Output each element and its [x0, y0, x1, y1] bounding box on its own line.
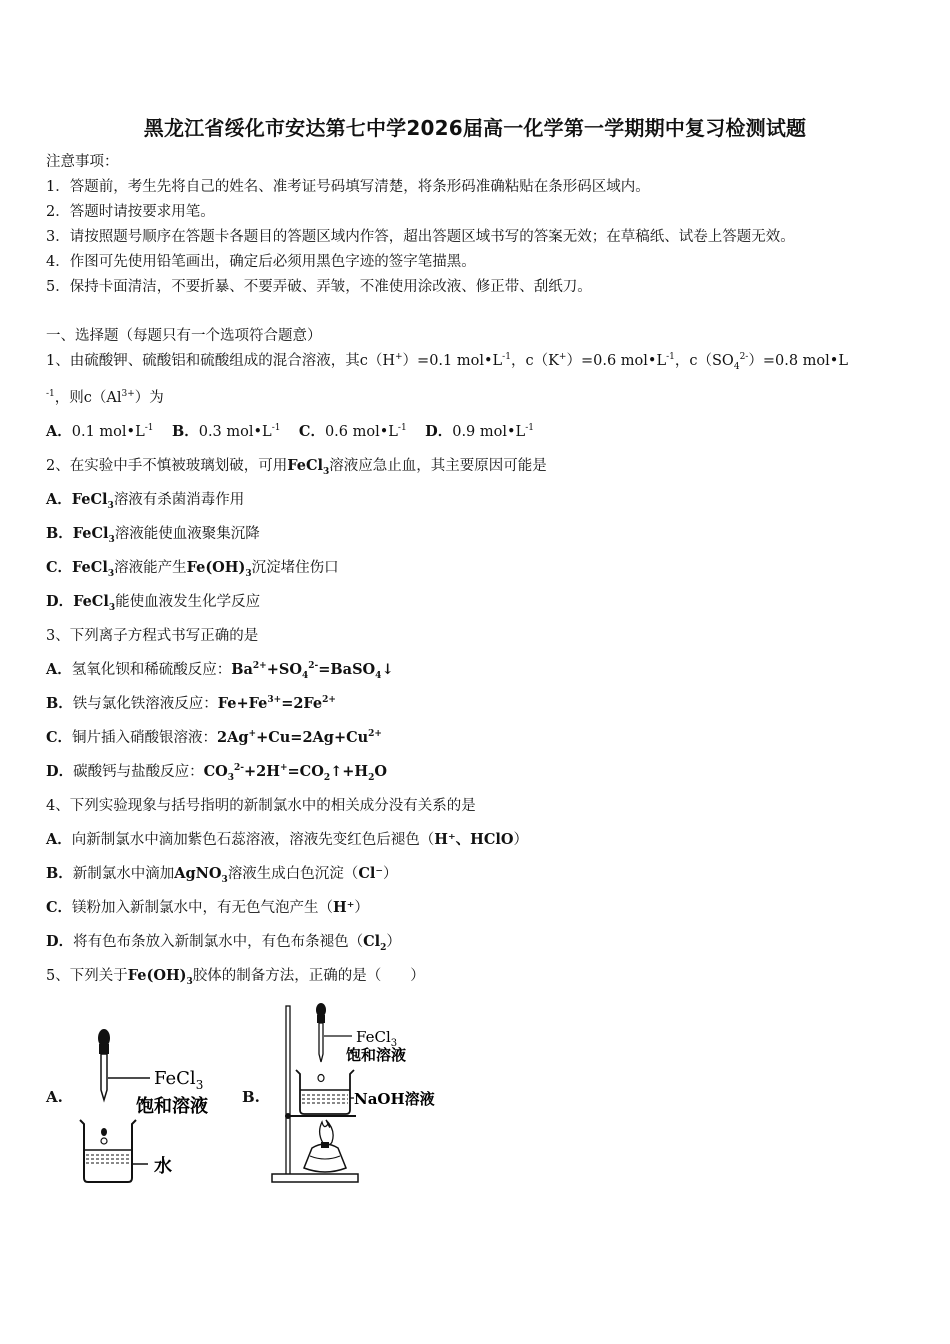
question-4-option-d[interactable]: D．将有色布条放入新制氯水中，有色布条褪色$(Cl_2)$ [46, 933, 401, 953]
section-heading: 一、选择题（每题只有一个选项符合题意） [46, 328, 322, 344]
question-5-option-b-label[interactable]: B. [242, 1088, 260, 1106]
question-2-option-b[interactable]: B．FeCl$_3$溶液能使血液聚集沉降 [46, 525, 260, 545]
figure-a-liquid: 水 [154, 1156, 172, 1177]
figure-b-apparatus [266, 998, 446, 1188]
question-3-option-d[interactable]: D．碳酸钙与盐酸反应：$CO_3^{2-}+2H^+=CO_2↑+H_2O$ [46, 763, 388, 783]
alcohol-lamp-icon [304, 1144, 346, 1172]
question-4-option-b[interactable]: B．新制氯水中滴加AgNO$_3$溶液生成白色沉淀（Cl⁻） [46, 865, 398, 885]
question-3-stem: 3、下列离子方程式书写正确的是 [46, 628, 259, 644]
option-d[interactable]: 0.9 mol•L [452, 424, 526, 440]
notice-item: 2．答题时请按要求用笔。 [46, 204, 215, 220]
figure-a-reagent-2: 饱和溶液 [136, 1096, 208, 1117]
question-1-stem-cont: $^{-1}$，则$c(Al^{3+})$为 [46, 389, 164, 406]
question-1-options: A．0.1 $mol•L^{-1}$ B．0.3 $mol•L^{-1}$ C．0.6 $mol•L^{-1}$ D．0.9 $mol•L^{-1}$ [46, 423, 534, 440]
option-d-label: D． [425, 423, 453, 440]
question-3-option-b[interactable]: B．铁与氯化铁溶液反应：$Fe+Fe^{3+}=2Fe^{2+}$ [46, 695, 336, 712]
option-c[interactable]: 0.6 mol•L [324, 424, 398, 440]
figure-b-reagent-2: 饱和溶液 [346, 1046, 407, 1064]
iron-stand-icon [286, 1006, 290, 1178]
beaker-icon [296, 1070, 354, 1114]
question-4-option-a[interactable]: A．向新制氯水中滴加紫色石蕊溶液，溶液先变红色后褪色（H⁺、HClO） [46, 831, 528, 848]
question-2-stem: 2、在实验中手不慎被玻璃划破，可用FeCl$_3$溶液应急止血，其主要原因可能是 [46, 457, 547, 477]
option-a-label: A． [46, 423, 72, 440]
dropper-bulb-icon [316, 1003, 326, 1017]
notice-item: 1．答题前，考生先将自己的姓名、准考证号码填写清楚，将条形码准确粘贴在条形码区域内。 [46, 179, 650, 195]
question-2-option-c[interactable]: C．FeCl$_3$溶液能产生$Fe(OH)_3$沉淀堵住伤口 [46, 559, 339, 579]
figure-b-reagent: FeCl$_3$ [356, 1028, 398, 1049]
dropper-tube-icon [101, 1054, 107, 1100]
question-3-option-a[interactable]: A．氢氧化钡和稀硫酸反应：$Ba^{2+}+SO_4^{2-}=BaSO_4↓$ [46, 661, 394, 681]
figure-a-apparatus [72, 1028, 242, 1188]
question-5-stem: 5、下列关于$Fe(OH)_3$胶体的制备方法，正确的是（ ） [46, 967, 425, 987]
figure-b-liquid: NaOH溶液 [354, 1090, 435, 1108]
notice-item: 3．请按照题号顺序在答题卡各题目的答题区域内作答，超出答题区域书写的答案无效；在草稿纸、试卷上答题无效。 [46, 229, 795, 245]
question-1-stem: 1、由硫酸钾、硫酸铝和硫酸组成的混合溶液，其c（H+）=0.1 $mol•L^{-1}$，c（K+）=0.6 $mol•L^{-1}$，$c(SO_4^{2-})=0.8$ mol•L [46, 352, 848, 372]
option-b[interactable]: 0.3 mol•L [198, 424, 272, 440]
question-4-stem: 4、下列实验现象与括号指明的新制氯水中的相关成分没有关系的是 [46, 798, 476, 814]
page-title: 黑龙江省绥化市安达第七中学2026届高一化学第一学期期中复习检测试题 [143, 116, 807, 140]
question-2-option-d[interactable]: D．FeCl$_3$能使血液发生化学反应 [46, 593, 261, 613]
notice-heading: 注意事项： [46, 154, 119, 170]
notice-item: 5．保持卡面清洁，不要折暴、不要弄破、弄皱，不准使用涂改液、修正带、刮纸刀。 [46, 279, 592, 295]
question-2-option-a[interactable]: A．FeCl$_3$溶液有杀菌消毒作用 [46, 491, 245, 511]
beaker-icon [80, 1120, 136, 1182]
option-b-label: B． [171, 423, 199, 440]
notice-item: 4．作图可先使用铅笔画出，确定后必须用黑色字迹的签字笔描黑。 [46, 254, 476, 270]
question-5-option-a-label[interactable]: A. [46, 1088, 63, 1106]
option-c-label: C． [298, 423, 325, 440]
question-3-option-c[interactable]: C．铜片插入硝酸银溶液：$2Ag^++Cu=2Ag+Cu^{2+}$ [46, 729, 382, 746]
option-a[interactable]: 0.1 mol•L [71, 424, 145, 440]
question-4-option-c[interactable]: C．镁粉加入新制氯水中，有无色气泡产生（H⁺） [46, 899, 369, 916]
figure-a-reagent: FeCl$_3$ [154, 1068, 204, 1092]
